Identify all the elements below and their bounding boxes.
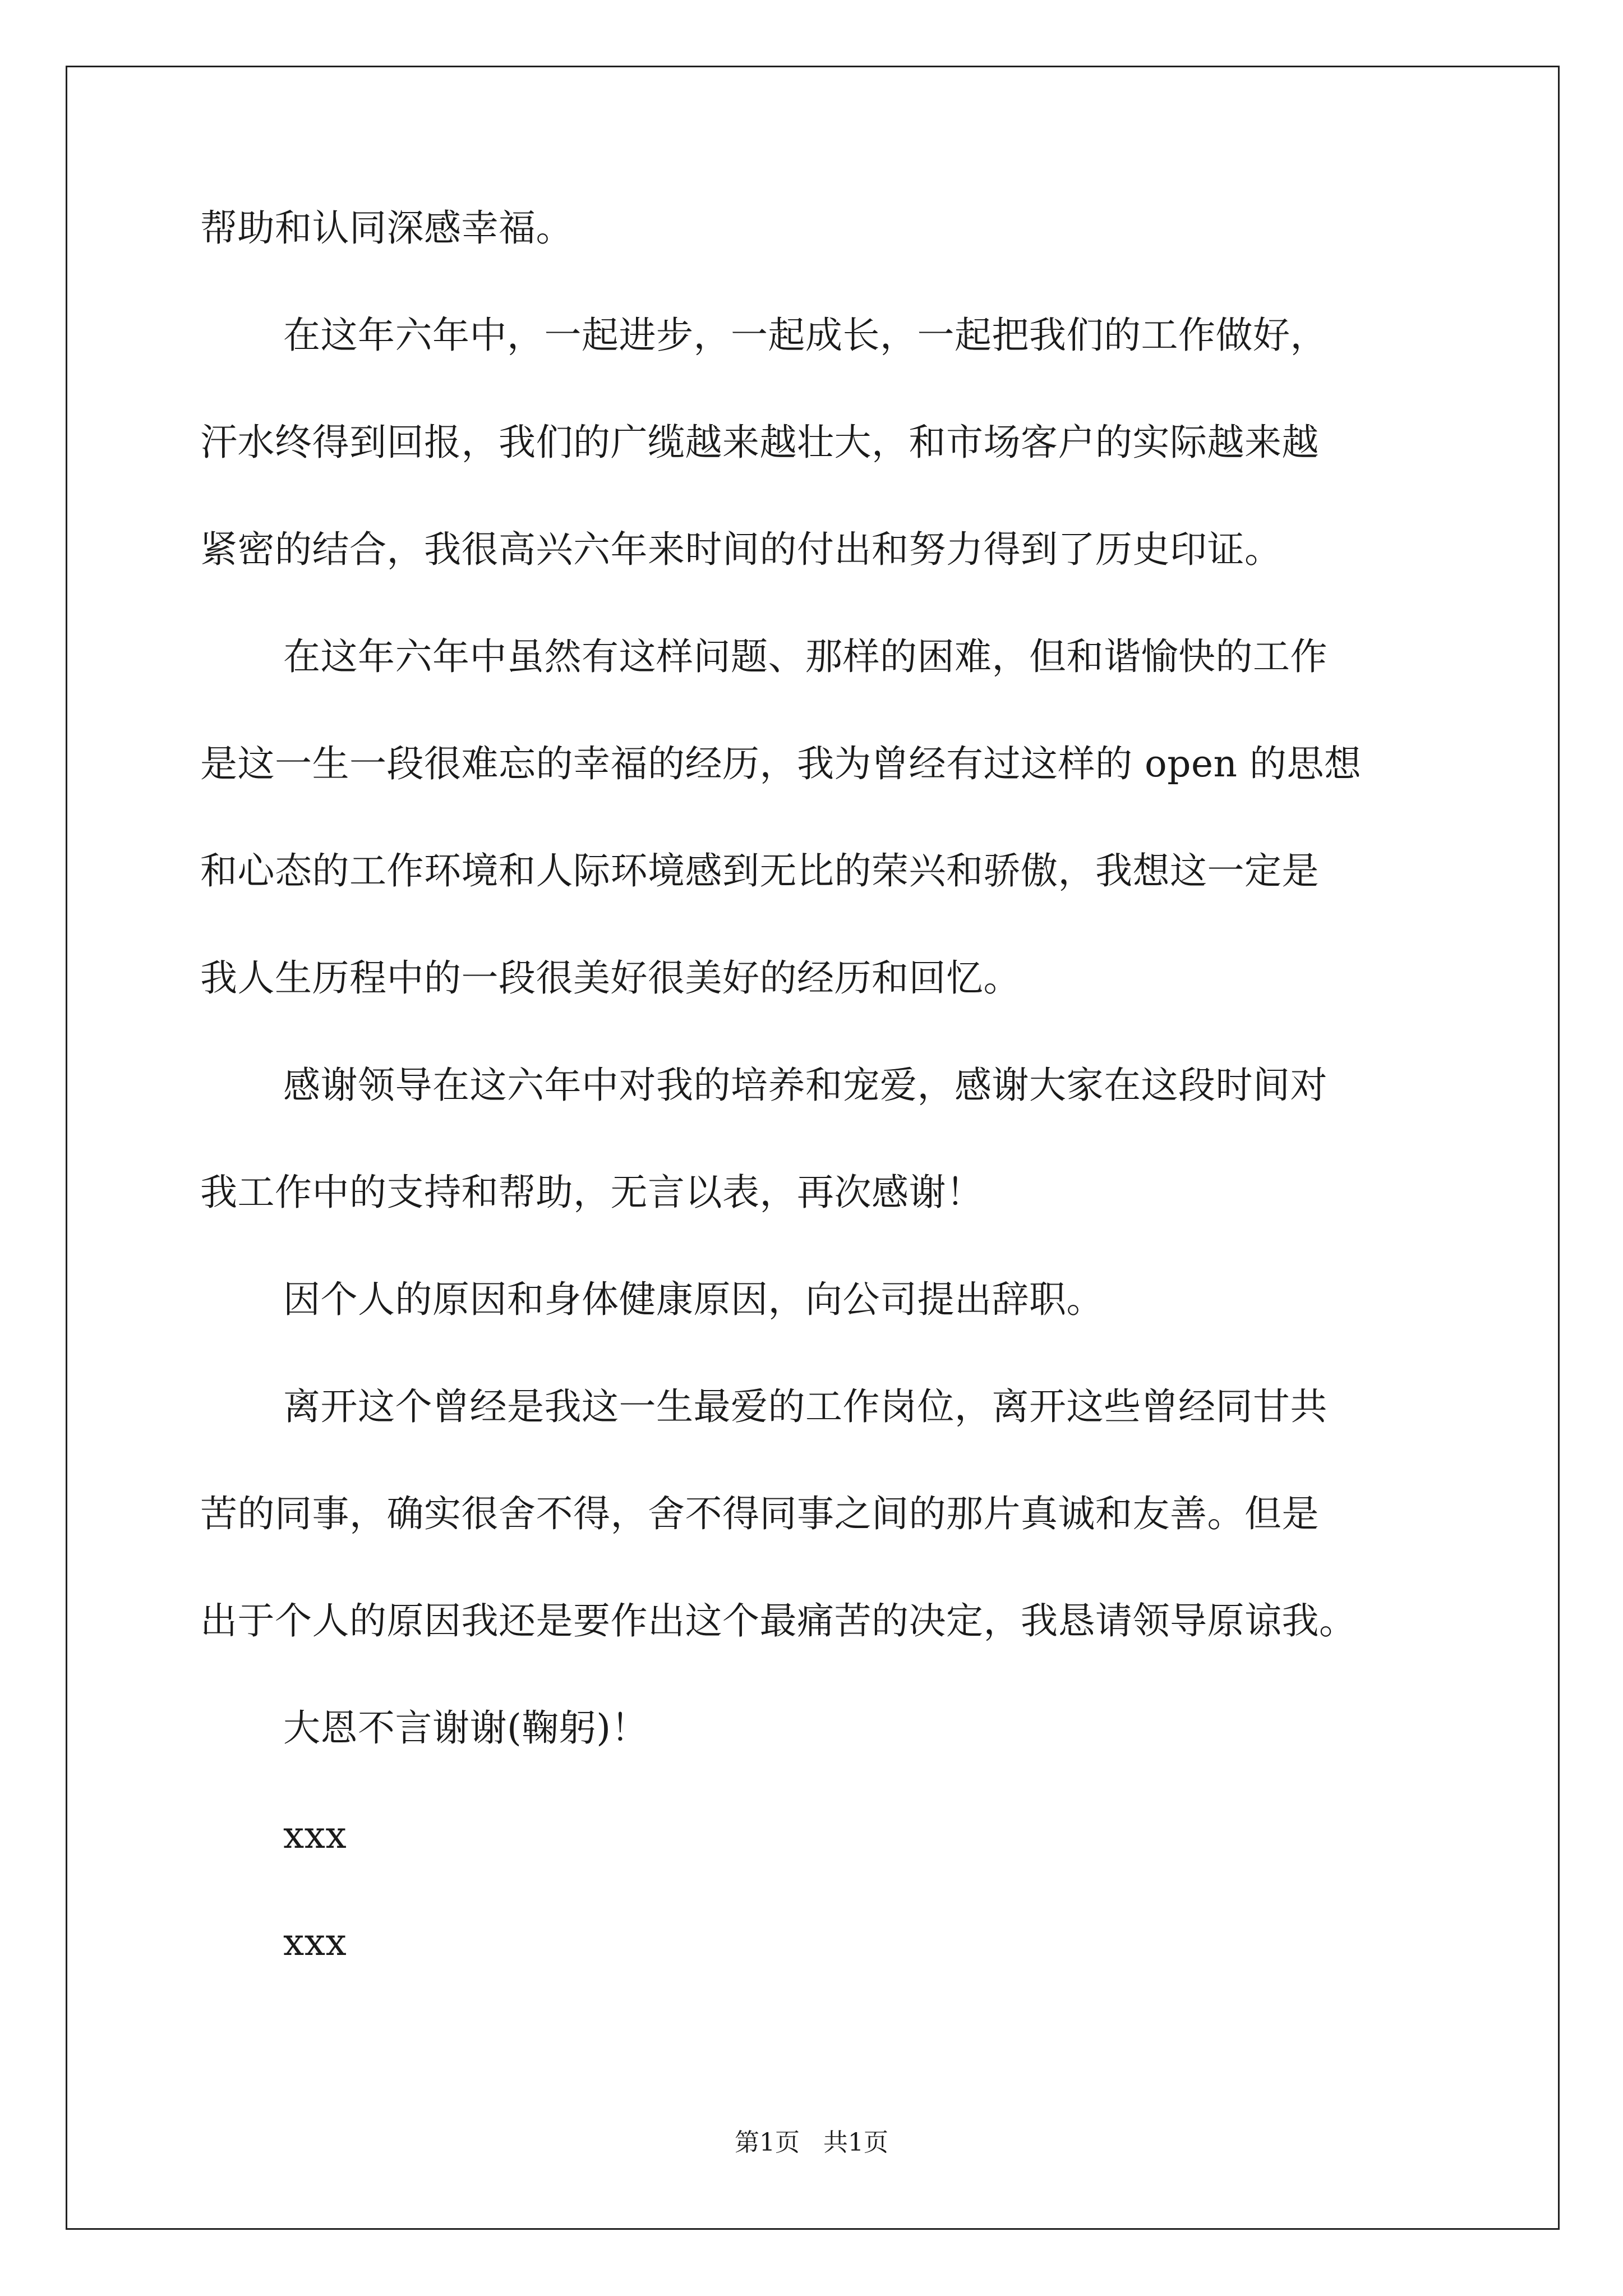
text-line: 紧密的结合，我很高兴六年来时间的付出和努力得到了历史印证。 (200, 528, 1282, 571)
text-line: 因个人的原因和身体健康原因，向公司提出辞职。 (283, 1278, 1104, 1321)
text-line: 在这年六年中虽然有这样问题、那样的困难，但和谐愉快的工作 (283, 635, 1327, 678)
date-line: xxx (283, 1921, 347, 1964)
page-total: 共1页 (823, 2128, 888, 2157)
text-line: 是这一生一段很难忘的幸福的经历，我为曾经有过这样的 open 的思想 (200, 742, 1362, 785)
text-line: 汗水终得到回报，我们的广缆越来越壮大，和市场客户的实际越来越 (200, 421, 1319, 464)
page-footer (0, 2126, 1623, 2160)
text-line: 感谢领导在这六年中对我的培养和宠爱，感谢大家在这段时间对 (283, 1064, 1327, 1107)
text-line: 苦的同事，确实很舍不得，舍不得同事之间的那片真诚和友善。但是 (200, 1492, 1319, 1535)
text-line: 帮助和认同深感幸福。 (200, 206, 573, 250)
text-line: 在这年六年中，一起进步，一起成长，一起把我们的工作做好， (283, 314, 1327, 357)
signature-line: xxx (283, 1814, 347, 1857)
text-line: 离开这个曾经是我这一生最爱的工作岗位，离开这些曾经同甘共 (283, 1385, 1327, 1428)
text-line: 和心态的工作环境和人际环境感到无比的荣兴和骄傲，我想这一定是 (200, 849, 1319, 892)
text-line: 出于个人的原因我还是要作出这个最痛苦的决定，我恳请领导原谅我。 (200, 1599, 1357, 1642)
text-line: 大恩不言谢谢(鞠躬)！ (283, 1706, 648, 1750)
text-line: 我工作中的支持和帮助，无言以表，再次感谢！ (200, 1171, 984, 1214)
page-number: 第1页 (735, 2128, 800, 2157)
text-line: 我人生历程中的一段很美好很美好的经历和回忆。 (200, 956, 1021, 1000)
document-body (200, 202, 1434, 2023)
